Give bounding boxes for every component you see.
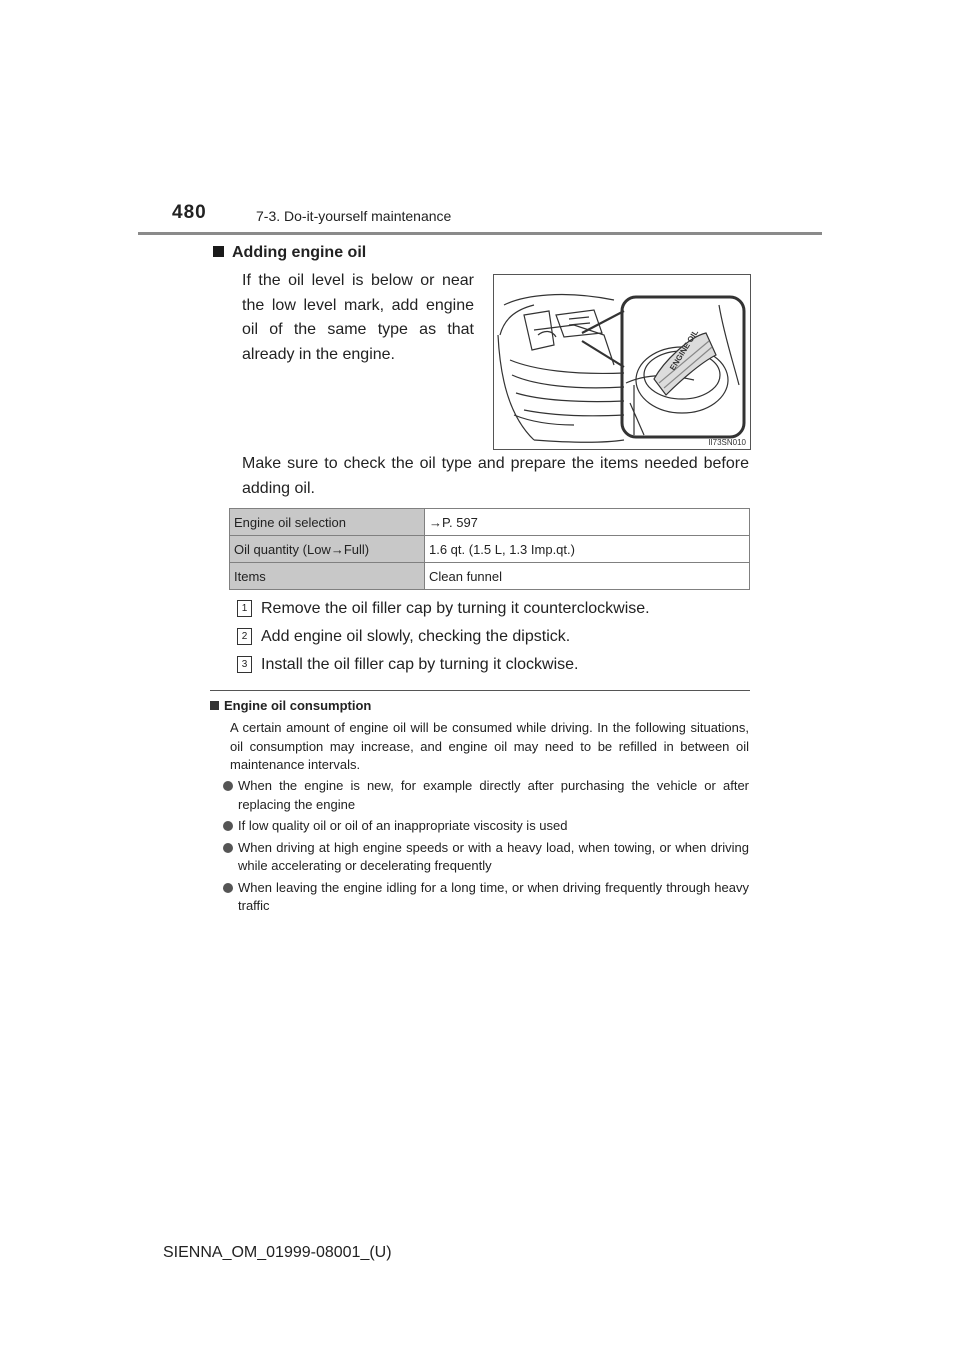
section-title: 7-3. Do-it-yourself maintenance [256,208,452,224]
section-heading [213,244,366,262]
step-text: Add engine oil slowly, checking the dipstick. [261,628,571,645]
list-item [222,879,749,916]
circle-bullet-icon [223,821,233,831]
cap-label: ENGINE OIL [668,328,701,373]
table-row [230,563,750,590]
table-cell-label: Items [230,563,425,590]
document-code: SIENNA_OM_01999-08001_(U) [163,1244,392,1261]
square-bullet-icon [213,246,224,257]
step-text: Install the oil filler cap by turning it clockwise. [261,656,579,673]
preparation-note: Make sure to check the oil type and prepare the items needed before adding oil. [242,455,749,497]
table-cell-label: Engine oil selection [230,509,425,536]
consumption-conditions-list [222,777,749,919]
table-cell-value: 1.6 qt. (1.5 L, 1.3 Imp.qt.) [425,536,750,563]
info-divider [210,690,750,691]
engine-bay-drawing [494,275,750,449]
table-cell-value: Clean funnel [425,563,750,590]
figure-id: II73SN010 [708,438,746,447]
list-item [222,839,749,876]
step-number-badge: 2 [237,628,252,645]
info-title-text: Engine oil consumption [224,698,372,713]
list-item-text: If low quality oil or oil of an inappropriate viscosity is used [238,818,568,833]
list-item-text: When leaving the engine idling for a long time, or when driving frequently through heavy traffic [238,879,749,913]
list-item-text: When the engine is new, for example directly after purchasing the vehicle or after replacing the engine [238,778,749,812]
circle-bullet-icon [223,843,233,853]
engine-oil-cap-illustration [493,274,751,450]
circle-bullet-icon [223,781,233,791]
step-text: Remove the oil filler cap by turning it counterclockwise. [261,600,650,617]
table-row [230,536,750,563]
table-cell-label: Oil quantity (Low→Full) [230,536,425,563]
list-item [222,777,749,814]
list-item-text: When driving at high engine speeds or with a heavy load, when towing, or when driving while accelerating or decelerating frequently [238,839,749,873]
step-2 [237,628,570,646]
header-rule [138,232,822,235]
table-row [230,509,750,536]
oil-spec-table [229,508,750,590]
table-cell-value: →P. 597 [425,509,750,536]
section-heading-text: Adding engine oil [232,244,367,261]
intro-paragraph: If the oil level is below or near the low level mark, add engine oil of the same type as that already in the engine. [242,272,474,363]
step-number-badge: 3 [237,656,252,673]
step-number-badge: 1 [237,600,252,617]
step-1 [237,600,650,618]
step-3 [237,656,578,674]
page-number: 480 [172,202,207,223]
info-body: A certain amount of engine oil will be consumed while driving. In the following situations, oil consumption may increase, and engine oil may need to be refilled in between oil maintenance intervals. [230,720,749,772]
square-bullet-icon [210,701,219,710]
list-item [222,817,749,836]
info-title [210,698,371,713]
circle-bullet-icon [223,883,233,893]
